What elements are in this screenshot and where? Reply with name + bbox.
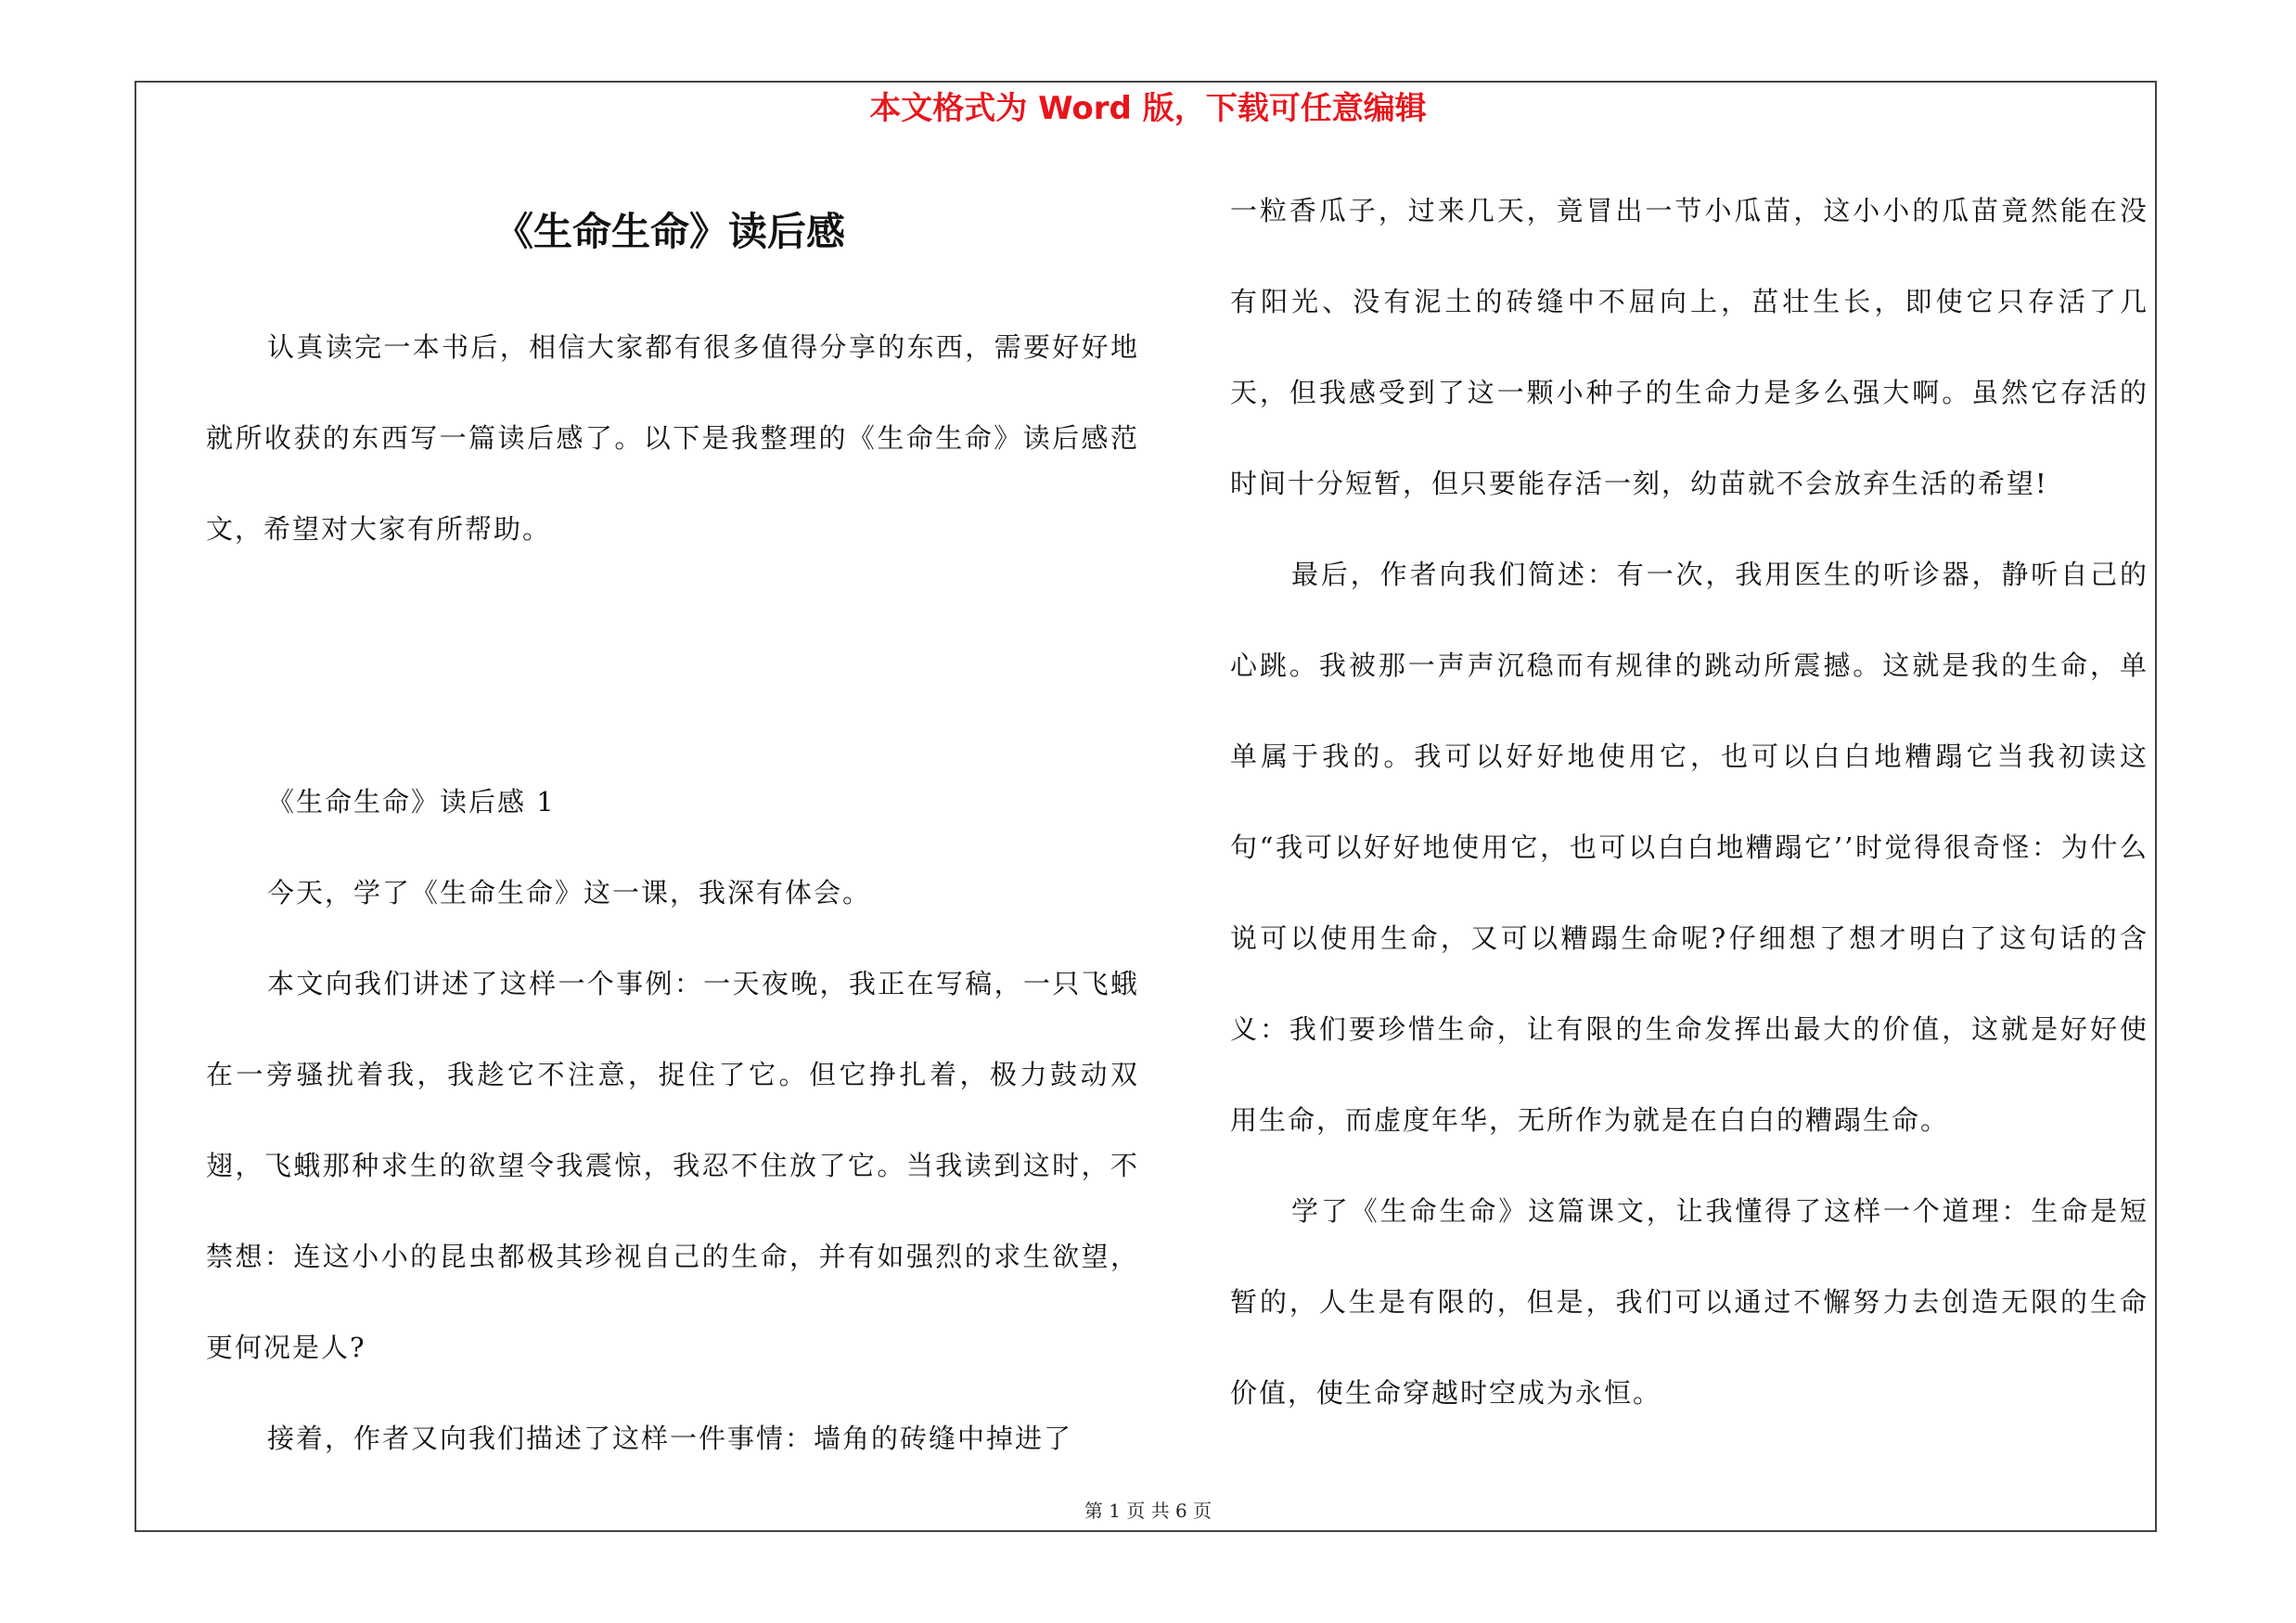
- paragraph-left-2: 本文向我们讲述了这样一个事例：一天夜晚，我正在写稿，一只飞蛾在一旁骚扰着我，我趁它不注意，捉住了它。但它挣扎着，极力鼓动双翅，飞蛾那种求生的欲望令我震惊，我忍不住放了它。当我读到这时，不禁想：连这小小的昆虫都极其珍视自己的生命，并有如强烈的求生欲望，更何况是人?: [206, 968, 1139, 1363]
- document-title: 《生命生命》读后感: [494, 209, 845, 254]
- paragraph-left-1: 今天，学了《生命生命》这一课，我深有体会。: [267, 877, 872, 908]
- paragraph-right-2: 最后，作者向我们简述：有一次，我用医生的听诊器，静听自己的心跳。我被那一声声沉稳而有规律的跳动所震撼。这就是我的生命，单单属于我的。我可以好好地使用它，也可以白白地糟蹋它当我初读这句“我可以好好地使用它，也可以白白地糟蹋它’’时觉得很奇怪：为什么说可以使用生命，又可以糟蹋生命呢?仔细想了想才明白了这句话的含义：我们要珍惜生命，让有限的生命发挥出最大的价值，这就是好好使用生命，而虚度年华，无所作为就是在白白的糟蹋生命。: [1230, 559, 2148, 1136]
- word-format-banner: 本文格式为 Word 版，下载可任意编辑: [869, 90, 1427, 127]
- intro-paragraph: 认真读完一本书后，相信大家都有很多值得分享的东西，需要好好地就所收获的东西写一篇读后感了。以下是我整理的《生命生命》读后感范文，希望对大家有所帮助。: [206, 331, 1139, 545]
- section-heading: 《生命生命》读后感 1: [267, 786, 556, 818]
- paragraph-right-1: 一粒香瓜子，过来几天，竟冒出一节小瓜苗，这小小的瓜苗竟然能在没有阳光、没有泥土的砖缝中不屈向上，茁壮生长，即使它只存活了几天，但我感受到了这一颗小种子的生命力是多么强大啊。虽然它存活的时间十分短暂，但只要能存活一刻，幼苗就不会放弃生活的希望!: [1230, 195, 2148, 499]
- paragraph-right-3: 学了《生命生命》这篇课文，让我懂得了这样一个道理：生命是短暂的，人生是有限的，但是，我们可以通过不懈努力去创造无限的生命价值，使生命穿越时空成为永恒。: [1230, 1195, 2148, 1409]
- paragraph-left-3: 接着，作者又向我们描述了这样一件事情：墙角的砖缝中掉进了: [267, 1423, 1073, 1454]
- page-number-footer: 第 1 页 共 6 页: [1084, 1500, 1212, 1522]
